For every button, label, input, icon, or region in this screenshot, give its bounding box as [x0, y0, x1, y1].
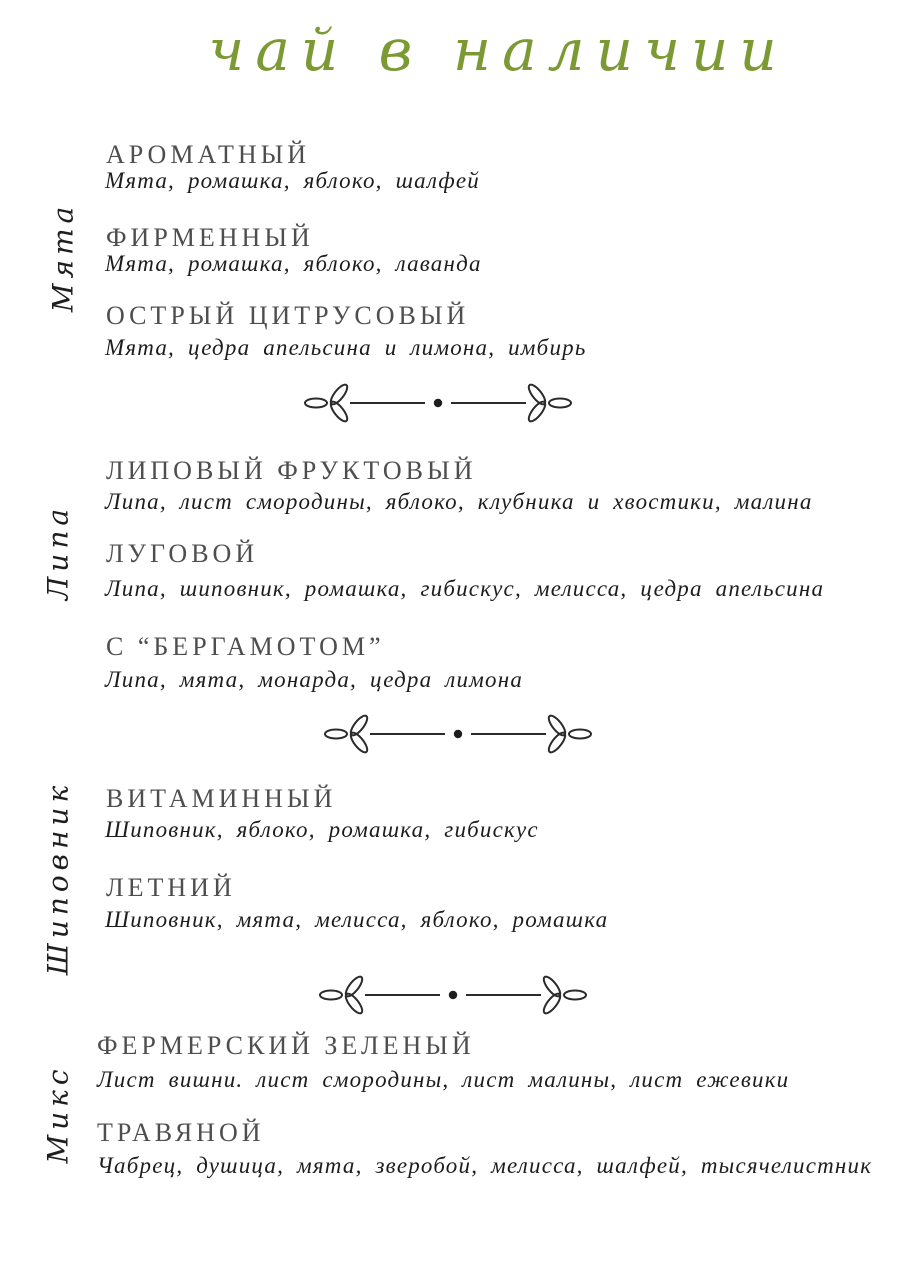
tea-ingredients: Липа, мята, монарда, цедра лимона [105, 667, 524, 692]
tea-ingredients: Мята, ромашка, яблоко, шалфей [105, 168, 480, 193]
tea-name: ОСТРЫЙ ЦИТРУСОВЫЙ [106, 301, 470, 330]
tea-ingredients: Мята, ромашка, яблоко, лаванда [105, 251, 482, 276]
page-title: чай в наличии [208, 16, 788, 84]
section-divider [323, 714, 593, 754]
tea-name: ВИТАМИННЫЙ [106, 784, 337, 813]
section-label-miks: Микс [41, 1064, 75, 1164]
section-divider [303, 383, 573, 423]
tea-ingredients: Чабрец, душица, мята, зверобой, мелисса, шалфей, тысячелистник [97, 1153, 873, 1178]
tea-name: ЛИПОВЫЙ ФРУКТОВЫЙ [106, 456, 477, 485]
section-label-shipovnik: Шиповник [41, 780, 75, 976]
tea-name: ЛУГОВОЙ [106, 539, 259, 568]
tea-ingredients: Шиповник, яблоко, ромашка, гибискус [105, 817, 539, 842]
tea-ingredients: Мята, цедра апельсина и лимона, имбирь [105, 335, 587, 360]
tea-ingredients: Липа, лист смородины, яблоко, клубника и хвостики, малина [105, 489, 813, 514]
section-divider [318, 975, 588, 1015]
tea-name: С “БЕРГАМОТОМ” [106, 632, 385, 661]
tea-name: АРОМАТНЫЙ [106, 140, 311, 169]
tea-ingredients: Липа, шиповник, ромашка, гибискус, мелисса, цедра апельсина [105, 576, 825, 601]
section-label-myata: Мята [46, 201, 80, 313]
tea-name: ФЕРМЕРСКИЙ ЗЕЛЕНЫЙ [97, 1031, 475, 1060]
tea-name: ТРАВЯНОЙ [97, 1118, 265, 1147]
tea-name: ЛЕТНИЙ [106, 873, 236, 902]
tea-ingredients: Шиповник, мята, мелисса, яблоко, ромашка [105, 907, 609, 932]
tea-ingredients: Лист вишни. лист смородины, лист малины, лист ежевики [97, 1067, 790, 1092]
section-label-lipa: Липа [41, 503, 75, 601]
tea-name: ФИРМЕННЫЙ [106, 223, 314, 252]
